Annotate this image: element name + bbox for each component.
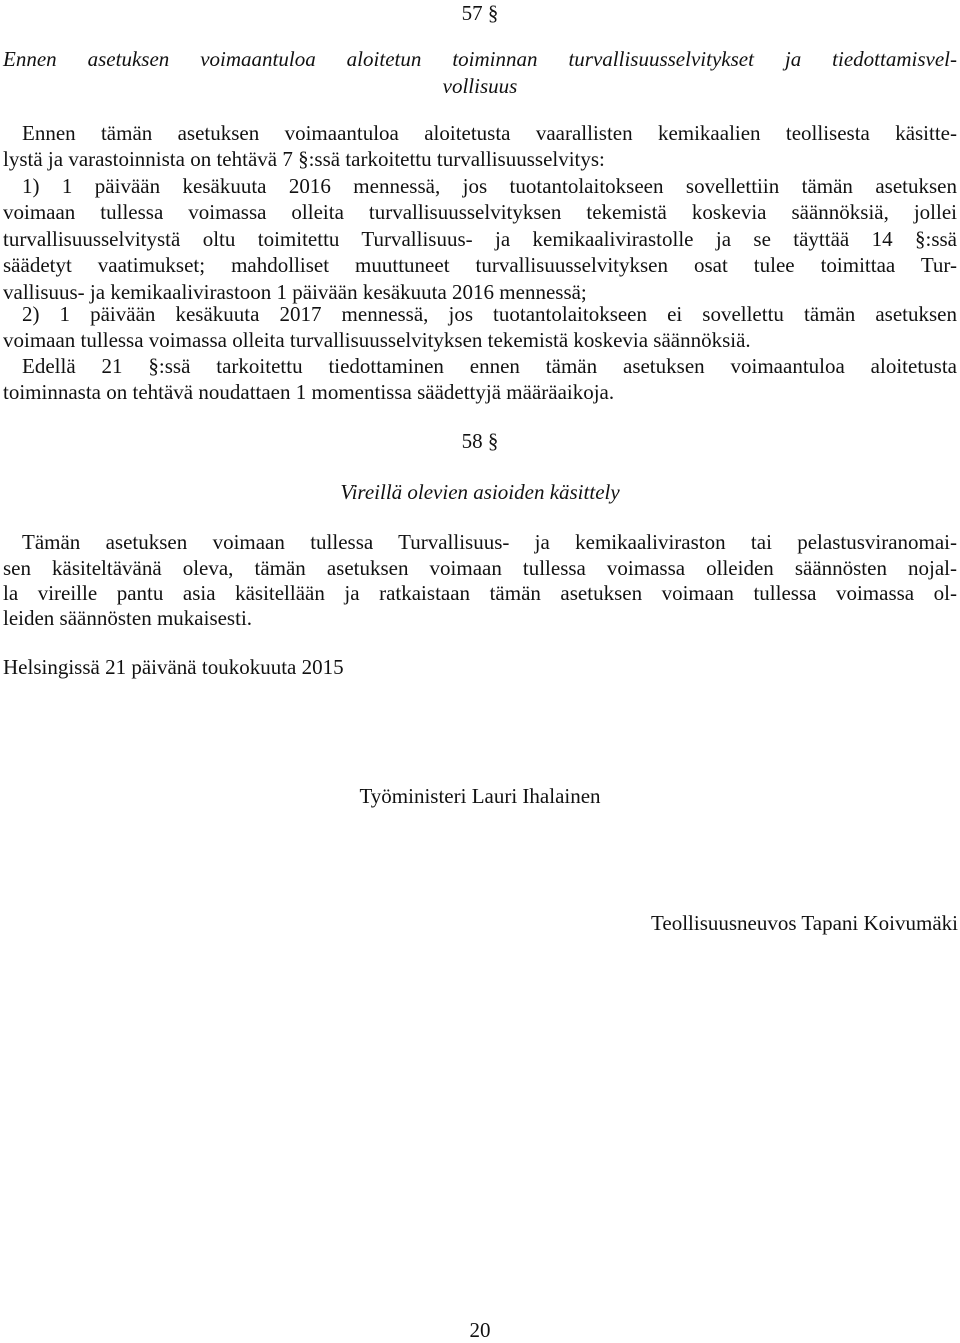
section-57-body-line-9: voimaan tullessa voimassa olleita turvallisuusselvityksen tekemistä koskevia säännöksiä.	[3, 328, 751, 352]
section-58-body-line-2: sen käsiteltävänä oleva, tämän asetuksen voimaan tullessa voimassa olleiden säännösten nojal-	[3, 556, 957, 580]
section-57-body-line-7: vallisuus- ja kemikaalivirastoon 1 päivään kesäkuuta 2016 mennessä;	[3, 280, 587, 304]
page-number: 20	[469, 1318, 491, 1342]
section-58-body-line-4: leiden säännösten mukaisesti.	[3, 606, 253, 630]
section-57-body-line-2: lystä ja varastoinnista on tehtävä 7 §:ssä tarkoitettu turvallisuusselvitys:	[3, 147, 605, 171]
signer-counsellor: Teollisuusneuvos Tapani Koivumäki	[651, 911, 958, 935]
section-58-body-line-3: la vireille pantu asia käsitellään ja ratkaistaan tämän asetuksen voimaan tullessa voimassa ol-	[3, 581, 957, 605]
section-57-body-line-5: turvallisuusselvitystä oltu toimitettu Turvallisuus- ja kemikaalivirastolle ja se täyttää 14 §:ssä	[3, 227, 957, 251]
section-58-title: Vireillä olevien asioiden käsittely	[340, 480, 620, 504]
section-57-heading: 57 §	[461, 1, 499, 25]
section-57-body-line-3: 1) 1 päivään kesäkuuta 2016 mennessä, jos tuotantolaitokseen sovellettiin tämän asetuksen	[22, 174, 957, 198]
signer-minister: Työministeri Lauri Ihalainen	[359, 784, 601, 808]
section-57-title-line-2: vollisuus	[442, 74, 518, 98]
section-57-title-line-1: Ennen asetuksen voimaantuloa aloitetun toiminnan turvallisuusselvitykset ja tiedottamisvel-	[3, 47, 957, 71]
section-57-body-line-1: Ennen tämän asetuksen voimaantuloa aloitetusta vaarallisten kemikaalien teollisesta käsitte-	[22, 121, 957, 145]
section-57-body-line-8: 2) 1 päivään kesäkuuta 2017 mennessä, jos tuotantolaitokseen ei sovellettu tämän asetuksen	[22, 302, 957, 326]
section-57-body-line-10: Edellä 21 §:ssä tarkoitettu tiedottaminen ennen tämän asetuksen voimaantuloa aloitetusta	[22, 354, 957, 378]
section-57-body-line-6: säädetyt vaatimukset; mahdolliset muuttuneet turvallisuusselvityksen osat tulee toimittaa Tur-	[3, 253, 957, 277]
section-58-heading: 58 §	[461, 429, 499, 453]
place-date: Helsingissä 21 päivänä toukokuuta 2015	[3, 655, 344, 679]
section-57-body-line-4: voimaan tullessa voimassa olleita turvallisuusselvityksen tekemistä koskevia säännöksiä, jollei	[3, 200, 957, 224]
section-57-body-line-11: toiminnasta on tehtävä noudattaen 1 momentissa säädettyjä määräaikoja.	[3, 380, 615, 404]
section-58-body-line-1: Tämän asetuksen voimaan tullessa Turvallisuus- ja kemikaaliviraston tai pelastusviranomai-	[22, 530, 957, 554]
